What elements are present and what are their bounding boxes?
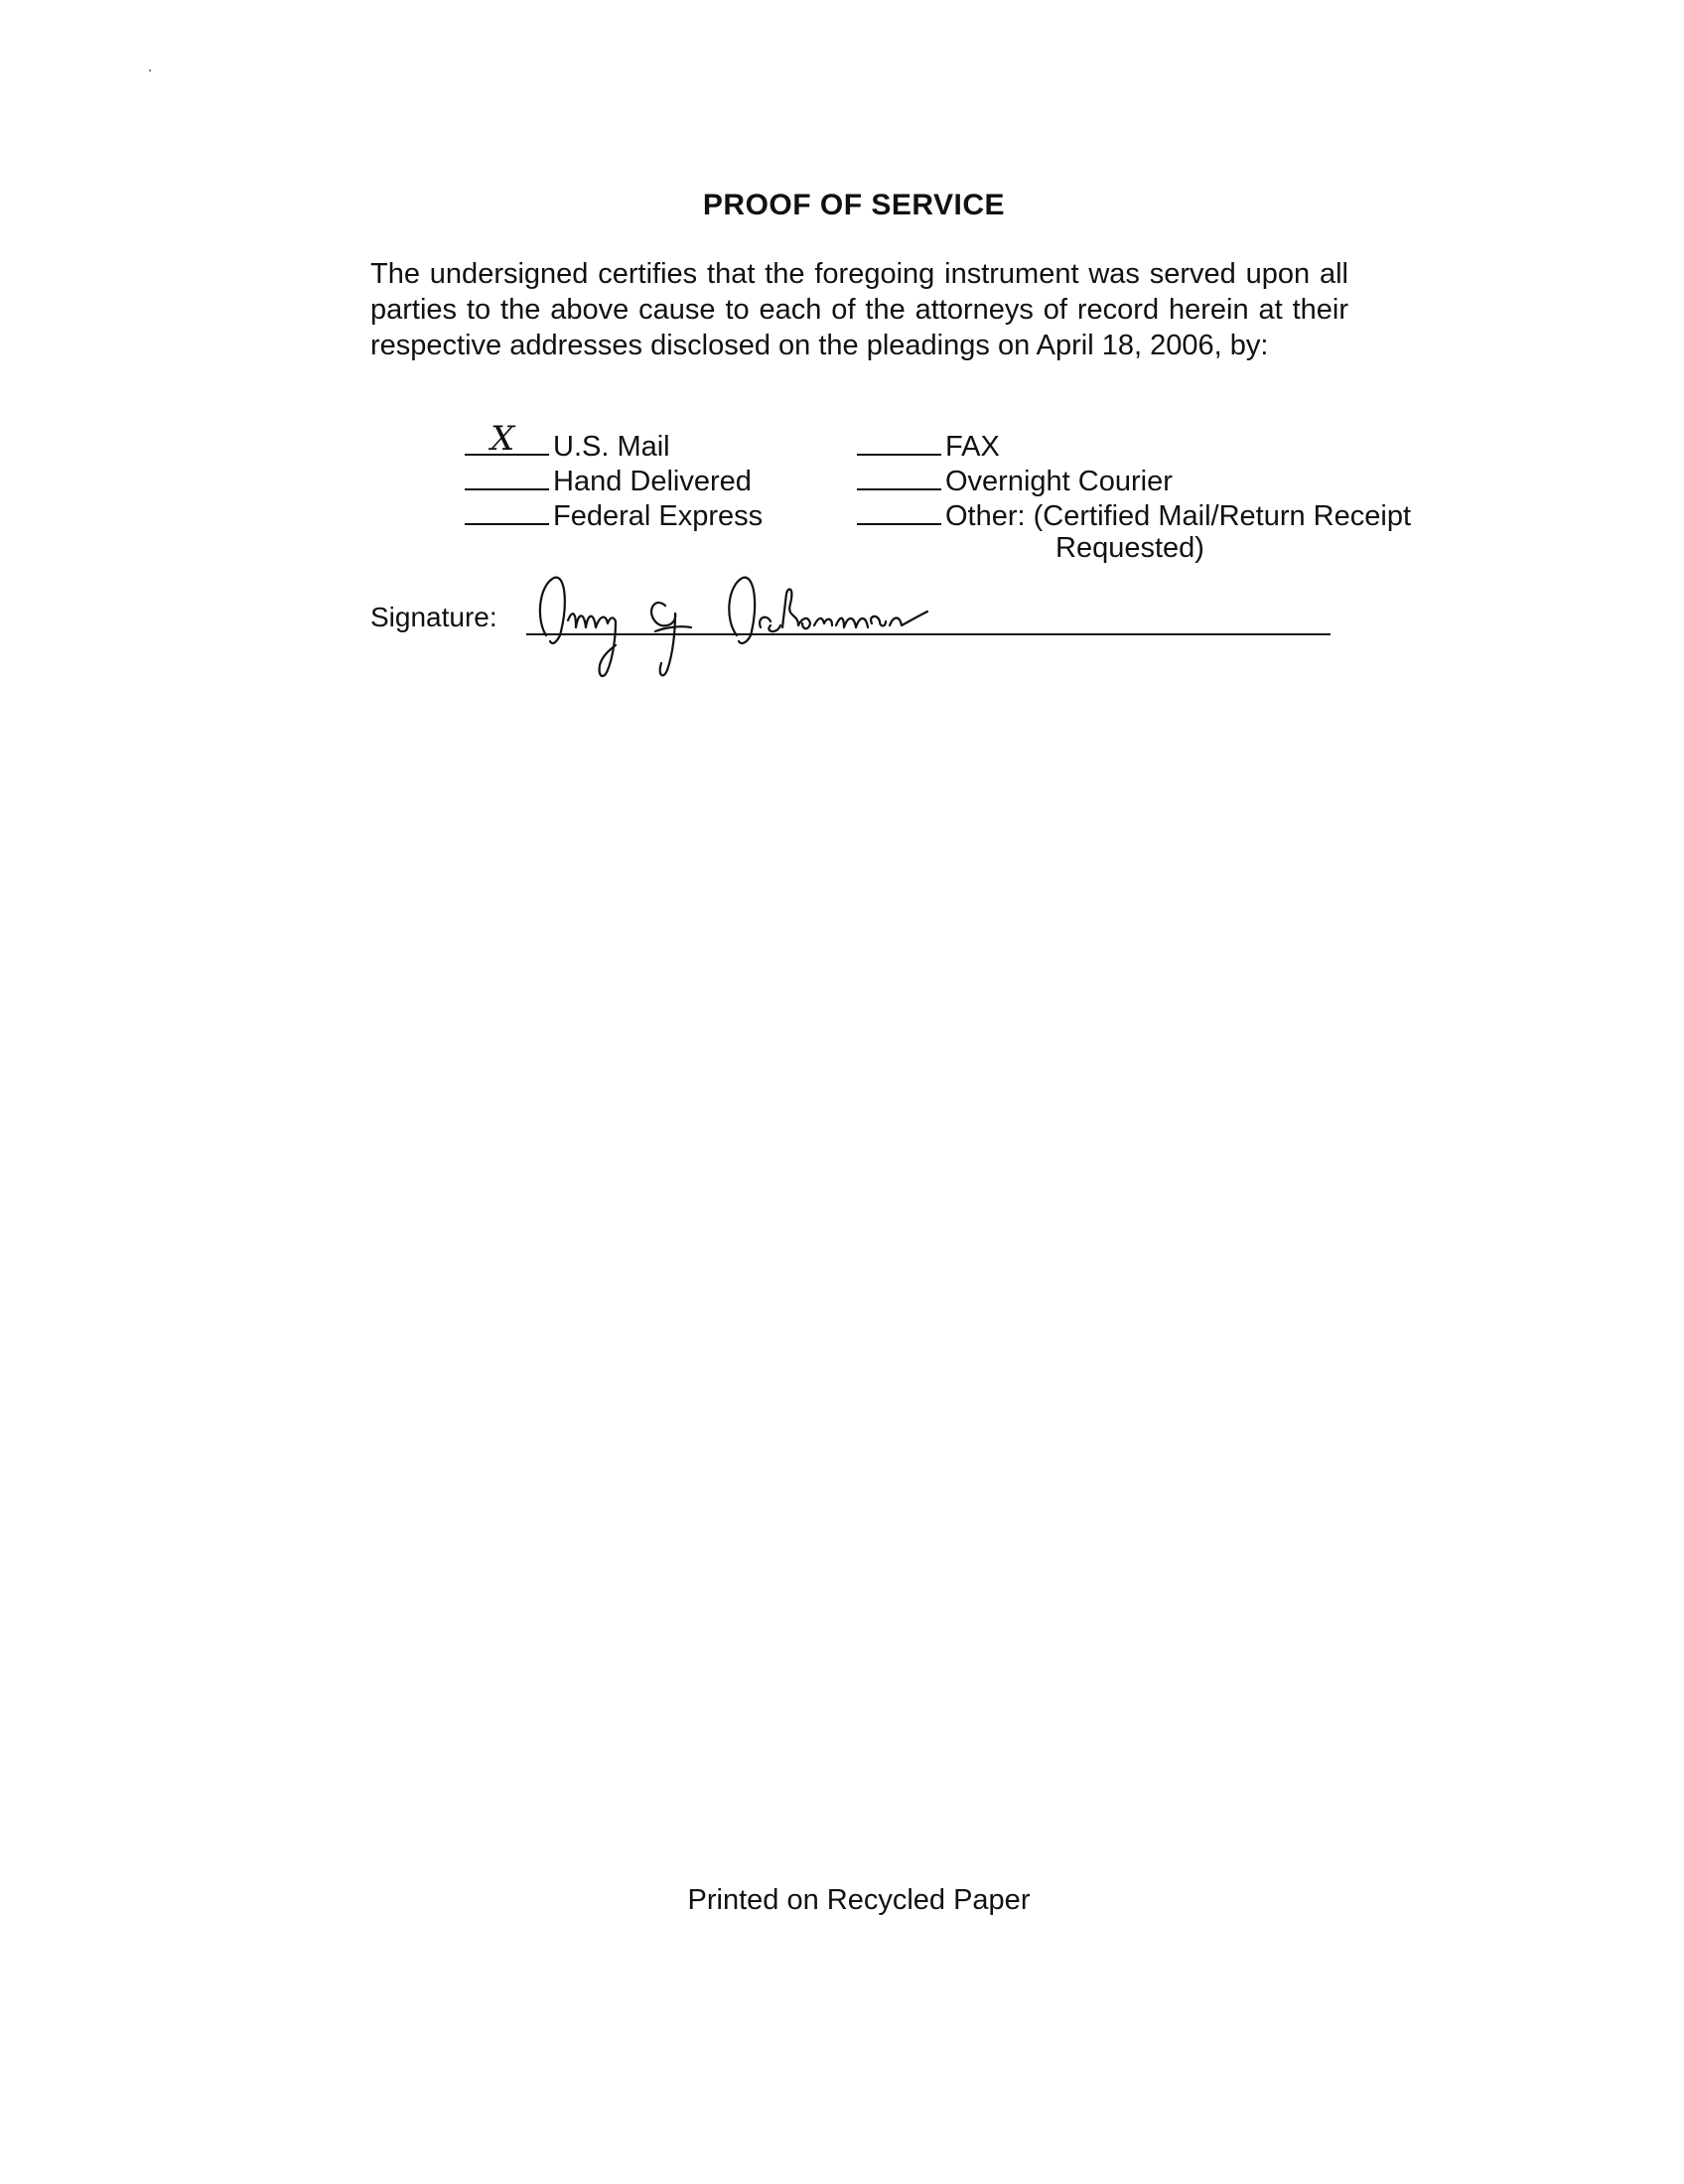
- checkbox-blank-federal-express: [465, 496, 549, 525]
- page-title: PROOF OF SERVICE: [702, 189, 1006, 221]
- checkbox-blank-hand-delivered: [465, 462, 549, 490]
- checkbox-blank-other: [857, 496, 941, 525]
- option-label: Overnight Courier: [945, 466, 1173, 497]
- option-hand-delivered: [465, 462, 752, 498]
- option-label: Hand Delivered: [553, 466, 752, 497]
- option-label: Federal Express: [553, 500, 764, 532]
- certification-paragraph: The undersigned certifies that the foregoing instrument was served upon all parties to the above cause to each of the attorneys of record herein at their respective addresses disclosed on the pleadings on April 18, 2006, by:: [370, 258, 1348, 361]
- scan-speck: [149, 69, 151, 71]
- handwritten-signature: [516, 566, 983, 685]
- footer-note: Printed on Recycled Paper: [687, 1884, 1031, 1916]
- option-fax: [857, 427, 1000, 464]
- signature-label: Signature:: [370, 602, 497, 632]
- checkbox-blank-us-mail: [465, 419, 549, 459]
- option-overnight-courier: [857, 462, 1173, 498]
- option-label: Other: (Certified Mail/Return Receipt: [945, 500, 1411, 532]
- check-mark-x: X: [491, 419, 515, 459]
- option-other-continued: Requested): [1055, 532, 1204, 564]
- option-us-mail: [465, 419, 670, 464]
- checkbox-blank-fax: [857, 427, 941, 456]
- option-federal-express: [465, 496, 763, 533]
- option-other: [857, 496, 1411, 533]
- checkbox-blank-overnight-courier: [857, 462, 941, 490]
- option-label: U.S. Mail: [553, 431, 670, 463]
- option-label: FAX: [945, 431, 1000, 463]
